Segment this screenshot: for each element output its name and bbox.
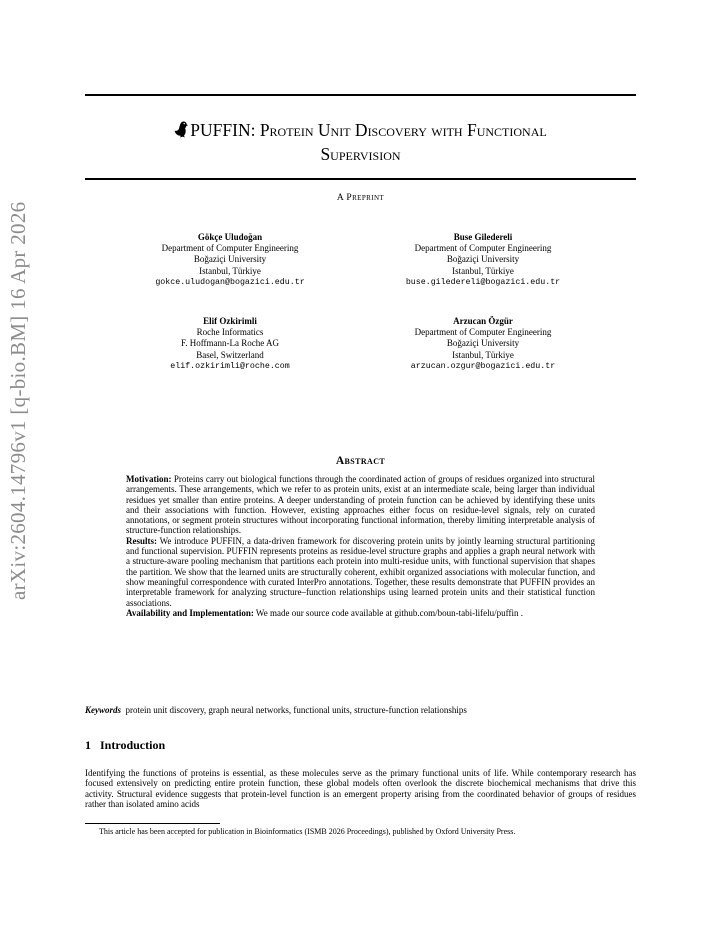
availability-label: Availability and Implementation: [126,607,254,618]
author-organization: Boğaziçi University [193,254,267,265]
abstract-heading: Abstract [335,455,386,467]
title-line-2: Supervision [320,144,401,164]
availability-text: We made our source code available at github.com/boun-tabi-lifelu/puffin . [253,607,523,618]
author-name: Arzucan Özgür [453,316,513,326]
keywords-text: protein unit discovery, graph neural networks, functional units, structure-function relationships [125,705,467,715]
author-email: elif.ozkirimli@roche.com [170,361,290,371]
author-department: Department of Computer Engineering [161,243,299,254]
author-email: gokce.uludogan@bogazici.edu.tr [155,277,305,287]
abstract-body [126,474,595,618]
footnote-rule [85,823,220,824]
author-name: Buse Giledereli [453,232,513,242]
author-department: Department of Computer Engineering [414,243,552,254]
author-block [363,316,603,372]
author-block [363,232,603,288]
title-top-rule [85,94,636,96]
author-organization: Boğaziçi University [446,338,520,349]
author-name: Gökçe Uludoğan [197,232,263,242]
footnote [85,827,636,837]
title-line-1: PUFFIN: Protein Unit Discovery with Functional [190,120,547,140]
title-bottom-rule [85,178,636,180]
author-location: Basel, Switzerland [196,349,264,360]
motivation-label: Motivation: [126,474,172,484]
author-block [110,232,350,288]
author-location: Istanbul, Türkiye [199,265,261,276]
author-organization: Boğaziçi University [446,254,520,265]
author-name: Elif Ozkirimli [203,316,257,326]
author-department: Roche Informatics [196,327,264,338]
author-location: Istanbul, Türkiye [452,349,514,360]
results-text: We introduce PUFFIN, a data-driven framework for discovering protein units by jointly learning structural partitioning and functional supervision. PUFFIN represents proteins as residue-level structure graphs and applies a graph neural network with a structure-aware pooling mechanism that partitions each protein into multi-residue units, with functional supervision that shapes the partition. We show that the learned units are structurally coherent, exhibit organized associations with molecular function, and show meaningful correspondence with curated InterPro annotations. Together, these results demonstrate that PUFFIN provides an interpretable framework for analyzing structure–function relationships using learned protein units and their statistical function associations. [126,535,595,608]
abstract-motivation [126,474,595,536]
motivation-text: Proteins carry out biological functions through the coordinated action of groups of residues organized into structural arrangements. These arrangements, which we refer to as protein units, exist at an intermediate scale, being larger than individual residues yet smaller than entire proteins. A deeper understanding of protein function can be achieved by identifying these units and their associations with function. However, existing approaches either focus on residue-level signals, rely on curated annotations, or segment protein structures without incorporating functional information, thereby limiting interpretable analysis of structure-function relationships. [126,474,595,536]
abstract-availability [126,608,595,618]
preprint-label: A Preprint [336,193,385,203]
footnote-text: This article has been accepted for publication in Bioinformatics (ISMB 2026 Proceedings), published by Oxford University Press. [99,827,516,836]
author-location: Istanbul, Türkiye [452,265,514,276]
author-email: arzucan.ozgur@bogazici.edu.tr [410,361,556,371]
section-title: Introduction [100,738,166,752]
puffin-logo-icon [174,120,188,138]
keywords [85,705,636,715]
keywords-label: Keywords [85,705,121,715]
results-label: Results: [126,535,157,546]
author-email: buse.giledereli@bogazici.edu.tr [405,277,561,287]
author-block [110,316,350,372]
paper-title [85,118,636,166]
introduction-paragraph: Identifying the functions of proteins is essential, as these molecules serve as the primary functional units of life. While contemporary research has focused extensively on predicting entire protein function, these global models often overlook the discrete biochemical mechanisms that drive this activity. Structural evidence suggests that protein-level function is an emergent property arising from the coordinated behavior of groups of residues rather than isolated amino acids [85,768,636,809]
section-number: 1 [85,738,91,752]
author-organization: F. Hoffmann-La Roche AG [180,338,280,349]
abstract-results [126,536,595,608]
arxiv-id: arXiv:2604.14796v1 [q-bio.BM] 16 Apr 2026 [6,201,30,600]
author-department: Department of Computer Engineering [414,327,552,338]
section-heading [85,738,165,753]
